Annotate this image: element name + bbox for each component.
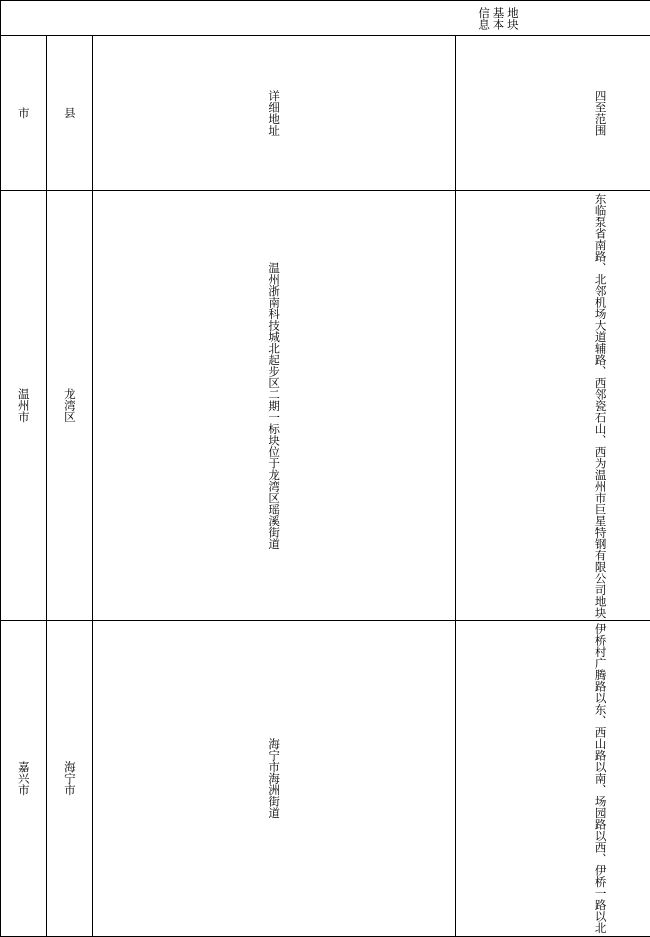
group-header-left: 地块基本信息 xyxy=(1,1,650,36)
table-header-row xyxy=(1,36,650,191)
cell-boundary: 东临泵省南路、北邻机场大道辅路、西邻瓷石山、西为温州市巨星特钢有限公司地块 xyxy=(455,190,650,621)
table-row xyxy=(1,621,650,937)
cell-county: 龙湾区 xyxy=(47,190,93,621)
header-city: 市 xyxy=(1,36,47,191)
table-row xyxy=(1,190,650,621)
cell-address: 温州浙南科技城北起步区二期一标块位于龙湾区瑶溪街道 xyxy=(93,190,455,621)
cell-address: 海宁市海洲街道 xyxy=(93,621,455,937)
cell-county: 海宁市 xyxy=(47,621,93,937)
cell-city: 温州市 xyxy=(1,190,47,621)
header-boundary: 四至范围 xyxy=(455,36,650,191)
cell-city: 嘉兴市 xyxy=(1,621,47,937)
table-group-header-row xyxy=(1,1,650,36)
header-county: 县 xyxy=(47,36,93,191)
cell-boundary: 伊桥村广腾路以东、西山路以南、场园路以西、伊桥一路以北 xyxy=(455,621,650,937)
header-address: 详细地址 xyxy=(93,36,455,191)
